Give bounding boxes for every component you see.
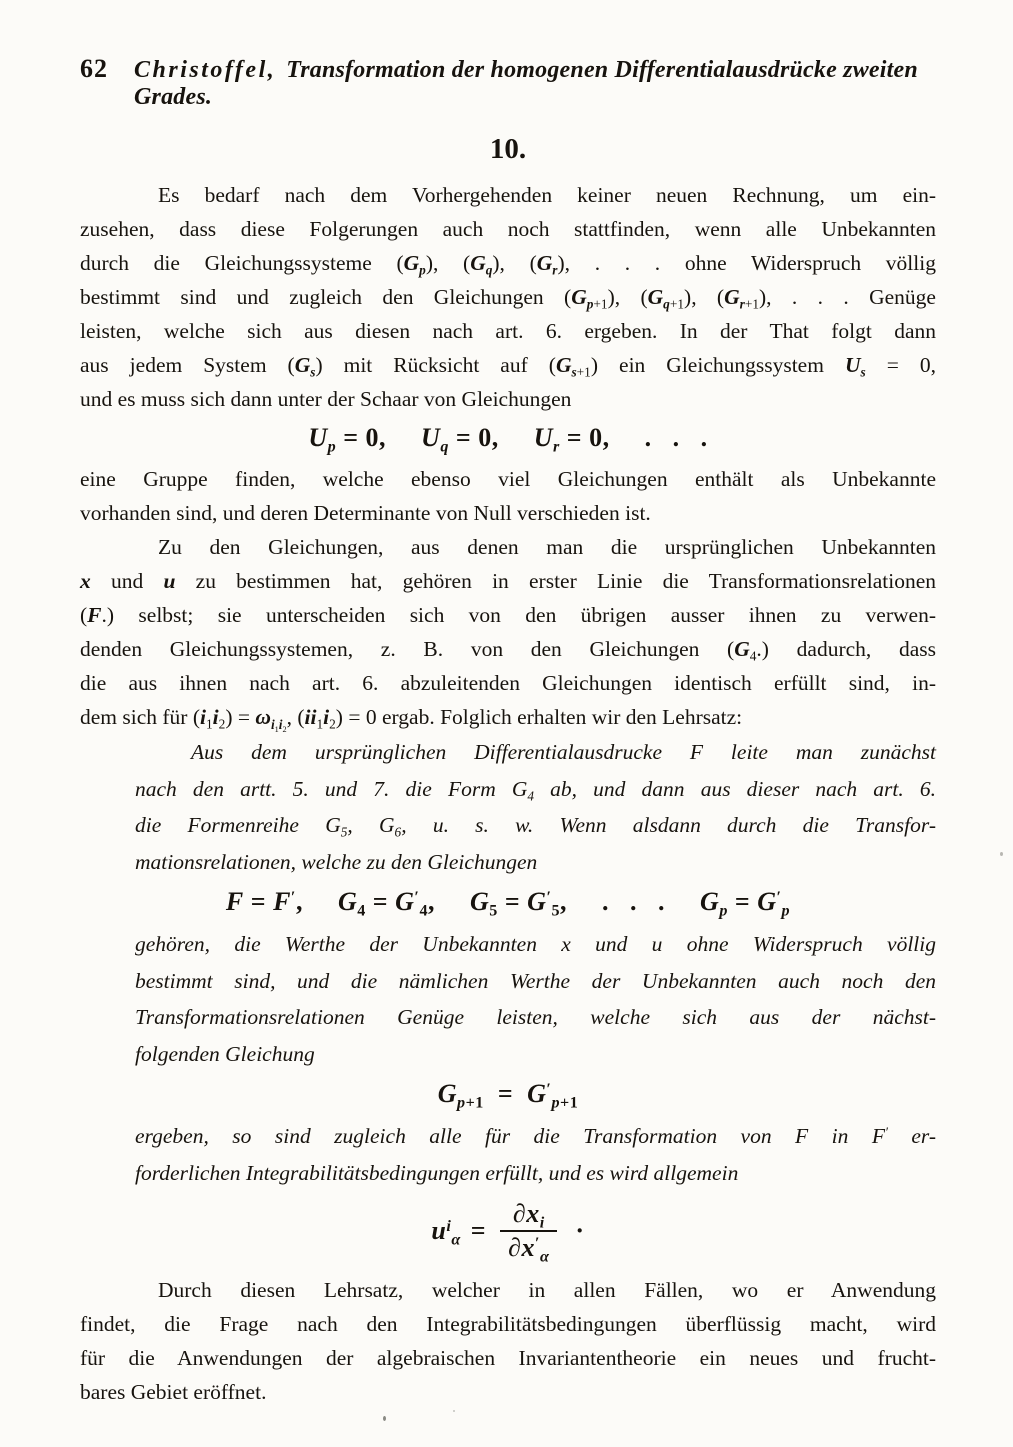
text-line: (F.) selbst; sie unterscheiden sich von den übrigen ausser ihnen zu verwen- — [80, 603, 936, 627]
text-line: durch die Gleichungssysteme $(G_p)$, $(G_q)$, $(G_r)$, . . . ohne Widerspruch völlig — [80, 251, 936, 278]
equation-lhs: $u^i_\alpha$ — [431, 1216, 461, 1249]
text-line: und es muss sich dann unter der Schaar von Gleichungen — [80, 387, 572, 411]
fraction — [500, 1199, 557, 1266]
text-line: findet, die Frage nach den Integrabilitätsbedingungen überflüssig macht, wird — [80, 1312, 936, 1336]
equals-sign: = — [470, 1216, 487, 1245]
text-line: Transformationsrelationen Genüge leisten, welche sich aus der nächst- — [135, 1005, 936, 1029]
text-line: eine Gruppe finden, welche ebenso viel Gleichungen enthält als Unbekannte — [80, 467, 936, 491]
running-title-author: Christoffel, — [134, 57, 277, 83]
paragraph — [80, 530, 936, 734]
paragraph — [80, 462, 936, 530]
fraction-numerator: $\partial x_i$ — [512, 1199, 545, 1232]
text-line: forderlichen Integrabilitätsbedingungen erfüllt, und es wird allgemein — [135, 1160, 739, 1185]
paragraph — [135, 926, 936, 1072]
running-title — [134, 57, 936, 111]
text-line: nach den artt. 5. und 7. die Form $G_4$ ab, und dann aus dieser nach art. 6. — [135, 776, 936, 804]
text-line: Es bedarf nach dem Vorhergehenden keiner neuen Rechnung, um ein- — [158, 183, 936, 207]
text-line: Durch diesen Lehrsatz, welcher in allen Fällen, wo er Anwendung — [158, 1278, 936, 1302]
display-equation: $G_{p+1} = G'_{p+1}$ — [437, 1079, 579, 1112]
paragraph — [135, 734, 936, 880]
paragraph — [135, 1118, 936, 1191]
text-line: x und u zu bestimmen hat, gehören in erster Linie die Transformationsrelationen — [80, 569, 936, 593]
section-number: 10. — [489, 133, 527, 165]
text-line: bestimmt sind, und die nämlichen Werthe der Unbekannten auch noch den — [135, 968, 936, 993]
display-equation: $U_p = 0$, $U_q = 0$, $U_r = 0$, . . . — [308, 423, 708, 456]
display-equation: F = F′, $G_4 = G'_4$, $G_5 = G'_5$, . . . $G_p = G'_p$ — [225, 887, 791, 920]
equation-trailing-dot: · — [575, 1216, 585, 1245]
text-line: Zu den Gleichungen, aus denen man die ursprünglichen Unbekannten — [158, 535, 936, 559]
text-line: vorhanden sind, und deren Determinante von Null verschieden ist. — [80, 501, 651, 525]
paragraph — [80, 1273, 936, 1409]
text-line: die aus ihnen nach art. 6. abzuleitenden Gleichungen identisch erfüllt sind, in- — [80, 671, 936, 695]
page-header — [80, 54, 936, 111]
fraction-denominator: $\partial x'_\alpha$ — [500, 1230, 557, 1261]
text-line: Aus dem ursprünglichen Differentialausdrucke F leite man zunächst — [191, 740, 936, 764]
text-line: zusehen, dass diese Folgerungen auch noch stattfinden, wenn alle Unbekannten — [80, 217, 936, 241]
page-content — [80, 54, 936, 1409]
text-line: denden Gleichungssystemen, z. B. von den Gleichungen $(G_4.)$ dadurch, dass — [80, 637, 936, 664]
text-line: bares Gebiet eröffnet. — [80, 1380, 267, 1404]
text-line: mationsrelationen, welche zu den Gleichungen — [135, 849, 538, 874]
scan-speck — [453, 1410, 455, 1412]
display-equation-fraction — [80, 1199, 936, 1266]
text-line: für die Anwendungen der algebraischen Invariantentheorie ein neues und frucht- — [80, 1346, 936, 1370]
text-line: leisten, welche sich aus diesen nach art. 6. ergeben. In der That folgt dann — [80, 319, 936, 343]
text-line: folgenden Gleichung — [135, 1041, 315, 1066]
text-line: bestimmt sind und zugleich den Gleichungen $(G_{p+1})$, $(G_{q+1})$, $(G_{r+1})$, . . . Genüge — [80, 285, 936, 312]
text-line: gehören, die Werthe der Unbekannten x und u ohne Widerspruch völlig — [135, 932, 936, 956]
text-line: ergeben, so sind zugleich alle für die Transformation von F in F′ er- — [135, 1124, 936, 1148]
text-line: dem sich für $(i_1i_2) = \omega_{i_1i_2}$, $(ii_1i_2) = 0$ ergab. Folglich erhalten wir den Lehrsatz: — [80, 705, 743, 734]
scan-speck — [383, 1416, 386, 1421]
text-line: die Formenreihe $G_5$, $G_6$, u. s. w. Wenn alsdann durch die Transfor- — [135, 813, 936, 840]
page-number: 62 — [80, 54, 108, 83]
text-line: aus jedem System $(G_s)$ mit Rücksicht auf $(G_{s+1})$ ein Gleichungssystem $U_s = 0$, — [80, 353, 936, 380]
running-title-rest: Transformation der homogenen Differentialausdrücke zweiten Grades. — [134, 57, 918, 110]
paragraph — [80, 178, 936, 416]
text-body — [80, 178, 936, 1409]
scan-speck — [1000, 852, 1003, 856]
